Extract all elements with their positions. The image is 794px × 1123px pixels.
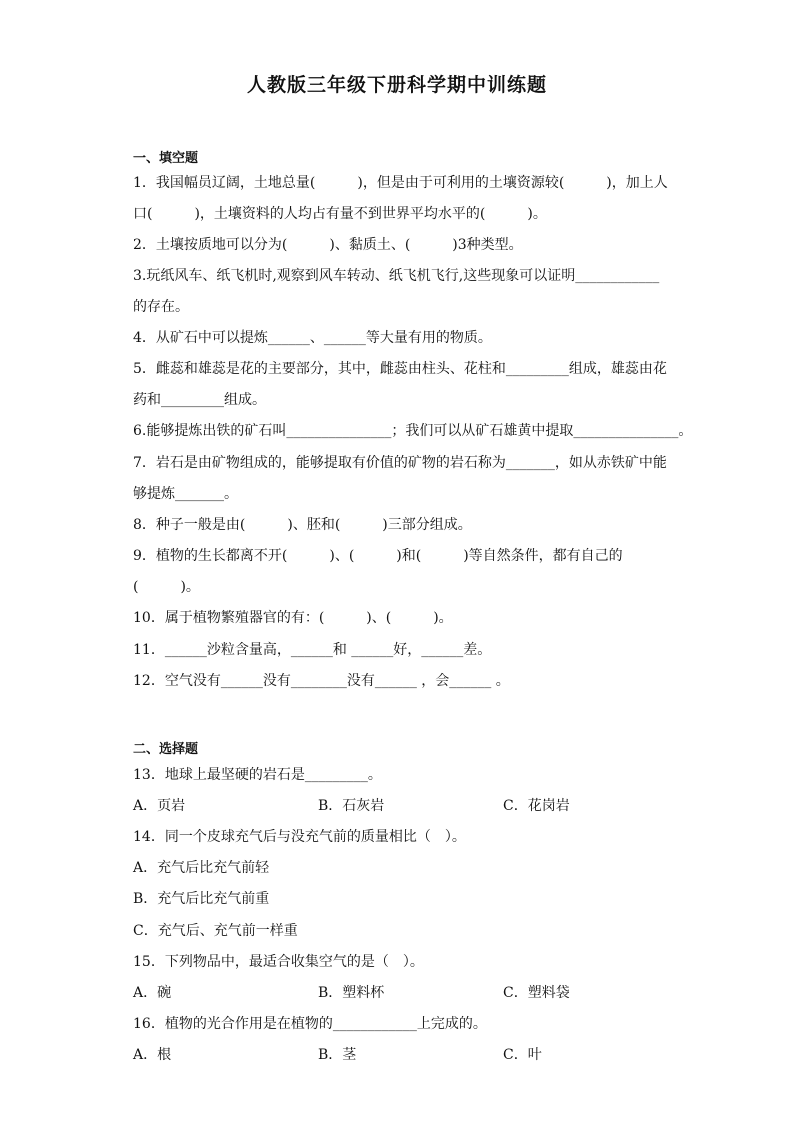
option-b: B．石灰岩	[318, 798, 385, 814]
question-line: 5．雌蕊和雄蕊是花的主要部分，其中，雌蕊由柱头、花柱和_________组成，雄蕊由花	[133, 361, 667, 377]
question-line: 7．岩石是由矿物组成的，能够提取有价值的矿物的岩石称为_______，如从赤铁矿中能	[133, 455, 667, 471]
option-c: C．充气后、充气前一样重	[133, 923, 298, 939]
question-line: 的存在。	[133, 299, 189, 315]
question-line: 口( )，土壤资料的人均占有量不到世界平均水平的( )。	[133, 206, 547, 222]
question-line: 4．从矿石中可以提炼______、______等大量有用的物质。	[133, 330, 492, 346]
question-13: 13．地球上最坚硬的岩石是_________。	[133, 767, 382, 783]
page-title: 人教版三年级下册科学期中训练题	[246, 74, 547, 96]
question-line: 够提炼_______。	[133, 486, 238, 502]
option-c: C．花岗岩	[503, 798, 570, 814]
question-line: 10．属于植物繁殖器官的有：( )、( )。	[133, 610, 453, 626]
section-heading-fill-blank: 一、填空题	[133, 151, 199, 166]
question-line: 3.玩纸风车、纸飞机时,观察到风车转动、纸飞机飞行,这些现象可以证明____________	[133, 268, 660, 284]
option-b: B．充气后比充气前重	[133, 891, 270, 907]
option-a: A．页岩	[133, 798, 186, 814]
option-b: B．茎	[318, 1047, 357, 1063]
question-line: 6.能够提炼出铁的矿石叫_______________；我们可以从矿石雄黄中提取_______________。	[133, 423, 693, 439]
option-a: A．充气后比充气前轻	[133, 860, 270, 876]
question-line: 药和_________组成。	[133, 392, 266, 408]
option-b: B．塑料杯	[318, 985, 385, 1001]
question-15: 15．下列物品中，最适合收集空气的是（ ）。	[133, 954, 424, 970]
section-heading-multiple-choice: 二、选择题	[133, 742, 199, 757]
question-line: ( )。	[133, 579, 200, 595]
option-c: C．塑料袋	[503, 985, 570, 1001]
question-line: 8．种子一般是由( )、胚和( )三部分组成。	[133, 517, 472, 533]
option-c: C．叶	[503, 1047, 542, 1063]
option-a: A．根	[133, 1047, 172, 1063]
question-14: 14．同一个皮球充气后与没充气前的质量相比（ ）。	[133, 829, 466, 845]
question-line: 1．我国幅员辽阔，土地总量( )，但是由于可利用的土壤资源较( )，加上人	[133, 175, 668, 191]
question-line: 12．空气没有______没有________没有______ ，会______ 。	[133, 673, 510, 689]
option-a: A．碗	[133, 985, 172, 1001]
question-line: 2．土壤按质地可以分为( )、黏质土、( )3种类型。	[133, 237, 523, 253]
question-line: 11．______沙粒含量高，______和 ______好，______差。	[133, 642, 492, 658]
question-16: 16．植物的光合作用是在植物的____________上完成的。	[133, 1016, 487, 1032]
question-line: 9．植物的生长都离不开( )、( )和( )等自然条件，都有自己的	[133, 548, 623, 564]
